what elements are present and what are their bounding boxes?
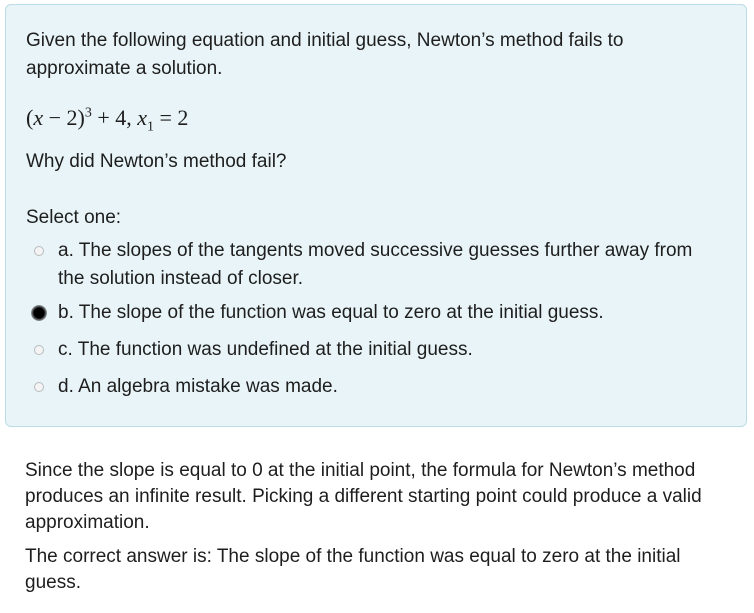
select-label: Select one: (26, 207, 122, 228)
question-card (5, 4, 747, 427)
option-a-label: a. The slopes of the tangents moved successive guesses further away from the solution instead of closer. (58, 240, 693, 289)
radio-a[interactable] (34, 246, 44, 256)
option-c[interactable] (34, 336, 724, 364)
question-prompt: Why did Newton’s method fail? (26, 151, 287, 172)
question-text: Given the following equation and initial guess, Newton’s method fails to approximate a solution. (26, 30, 624, 79)
option-b[interactable] (34, 299, 724, 327)
option-a[interactable] (34, 237, 724, 293)
correct-answer: The correct answer is: The slope of the function was equal to zero at the initial guess. (25, 546, 681, 593)
option-d[interactable] (34, 373, 724, 401)
radio-b-selected[interactable] (31, 305, 47, 321)
radio-c[interactable] (34, 345, 44, 355)
feedback-panel (25, 458, 725, 596)
option-d-label: d. An algebra mistake was made. (58, 376, 338, 397)
radio-d[interactable] (34, 382, 44, 392)
option-b-label: b. The slope of the function was equal to zero at the initial guess. (58, 302, 604, 323)
feedback-explanation: Since the slope is equal to 0 at the initial point, the formula for Newton’s method produces an infinite result. Picking a different starting point could produce a valid approximation. (25, 460, 702, 533)
equation: $(x - 2)^3 + 4$, $x_1 = 2$ (26, 105, 189, 135)
option-c-label: c. The function was undefined at the initial guess. (58, 339, 473, 360)
